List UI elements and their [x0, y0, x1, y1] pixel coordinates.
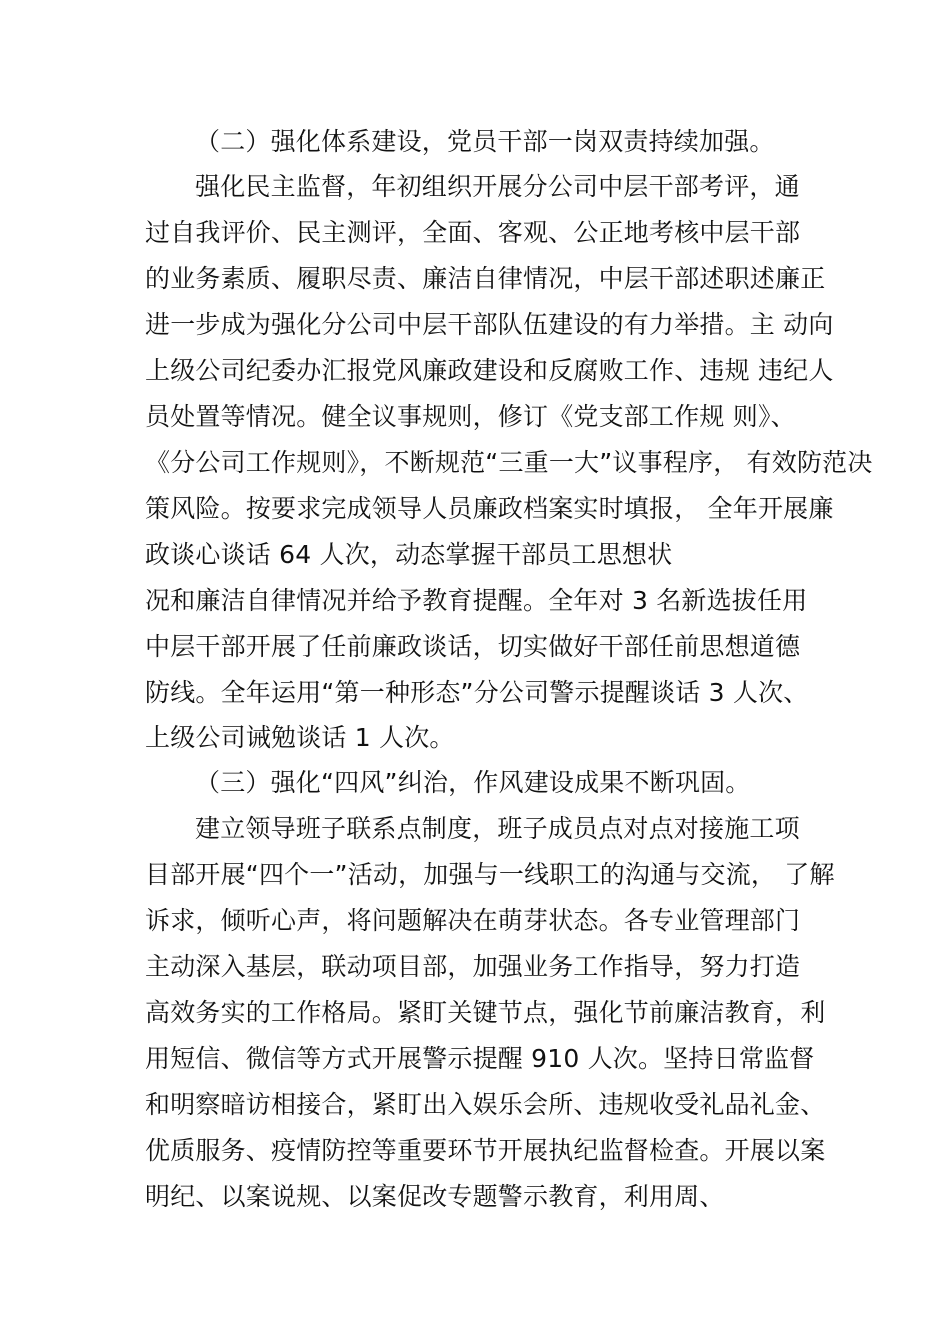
paragraph-line: 优质服务、疫情防控等重要环节开展执纪监督检查。开展以案 [145, 1136, 826, 1165]
paragraph-line: 上级公司纪委办汇报党风廉政建设和反腐败工作、违规 违纪人 [145, 356, 834, 385]
paragraph-line: 主动深入基层，联动项目部，加强业务工作指导，努力打造 [145, 952, 801, 981]
paragraph-line: 政谈心谈话 64 人次，动态掌握干部员工思想状 [145, 540, 673, 569]
paragraph-line: 进一步成为强化分公司中层干部队伍建设的有力举措。主 动向 [145, 310, 834, 339]
paragraph-line: 目部开展“四个一”活动，加强与一线职工的沟通与交流， 了解 [145, 860, 835, 889]
paragraph-line: 高效务实的工作格局。紧盯关键节点，强化节前廉洁教育，利 [145, 998, 826, 1027]
paragraph-line: 的业务素质、履职尽责、廉洁自律情况，中层干部述职述廉正 [145, 264, 826, 293]
paragraph-line: 上级公司诫勉谈话 1 人次。 [145, 723, 455, 752]
paragraph-line: 《分公司工作规则》，不断规范“三重一大”议事程序， 有效防范决 [145, 448, 873, 477]
section-heading-3: （三）强化“四风”纠治，作风建设成果不断巩固。 [195, 768, 751, 797]
paragraph-line: 用短信、微信等方式开展警示提醒 910 人次。坚持日常监督 [145, 1044, 815, 1073]
paragraph-line: 建立领导班子联系点制度，班子成员点对点对接施工项 [195, 814, 800, 843]
paragraph-line: 明纪、以案说规、以案促改专题警示教育，利用周、 [145, 1182, 725, 1211]
paragraph-line: 中层干部开展了任前廉政谈话，切实做好干部任前思想道德 [145, 632, 801, 661]
section-heading-2: （二）强化体系建设，党员干部一岗双责持续加强。 [195, 127, 775, 156]
paragraph-line: 防线。全年运用“第一种形态”分公司警示提醒谈话 3 人次、 [145, 678, 809, 707]
paragraph-line: 诉求，倾听心声，将问题解决在萌芽状态。各专业管理部门 [145, 906, 801, 935]
paragraph-line: 和明察暗访相接合，紧盯出入娱乐会所、违规收受礼品礼金、 [145, 1090, 826, 1119]
paragraph-line: 员处置等情况。健全议事规则，修订《党支部工作规 则》、 [145, 402, 796, 431]
paragraph-line: 过自我评价、民主测评，全面、客观、公正地考核中层干部 [145, 218, 801, 247]
paragraph-line: 况和廉洁自律情况并给予教育提醒。全年对 3 名新选拔任用 [145, 586, 808, 615]
paragraph-line: 强化民主监督，年初组织开展分公司中层干部考评，通 [195, 172, 800, 201]
paragraph-line: 策风险。按要求完成领导人员廉政档案实时填报， 全年开展廉 [145, 494, 834, 523]
